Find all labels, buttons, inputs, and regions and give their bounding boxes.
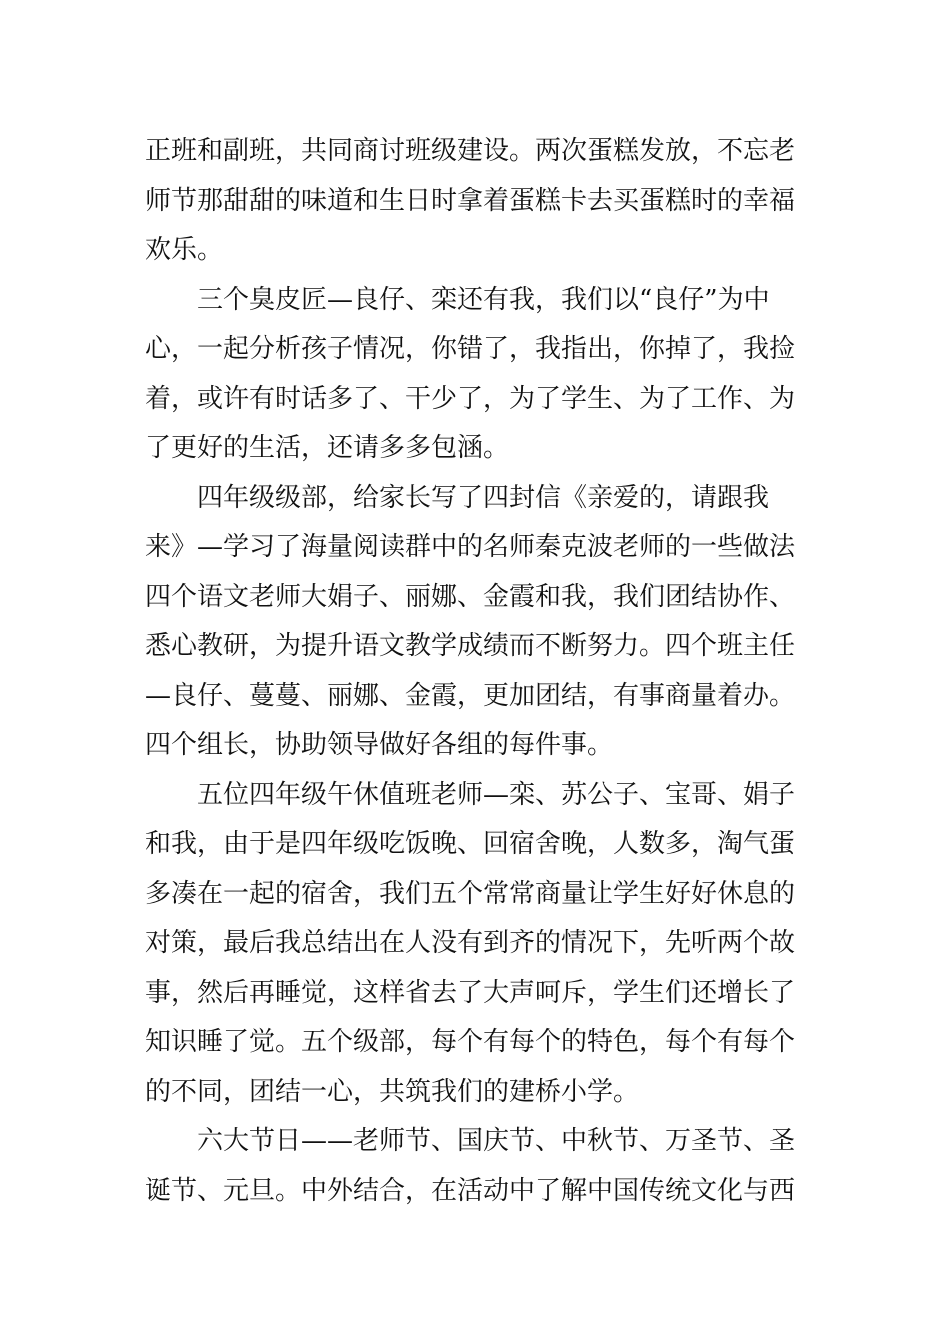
text-line: 师节那甜甜的味道和生日时拿着蛋糕卡去买蛋糕时的幸福: [145, 185, 796, 216]
text-line: 三个臭皮匠—良仔、栾还有我，我们以“良仔”为中: [145, 284, 770, 315]
text-line: 六大节日——老师节、国庆节、中秋节、万圣节、圣: [145, 1126, 796, 1156]
text-line: 正班和副班，共同商讨班级建设。两次蛋糕发放，不忘老: [145, 136, 796, 166]
text-line: 心，一起分析孩子情况，你错了，我指出，你掉了，我捡: [145, 334, 796, 364]
text-line: 悉心教研，为提升语文教学成绩而不断努力。四个班主任: [145, 631, 796, 661]
text-line: 着，或许有时话多了、干少了，为了学生、为了工作、为: [145, 383, 796, 414]
text-line: 诞节、元旦。中外结合，在活动中了解中国传统文化与西: [145, 1175, 796, 1206]
text-line: 的不同，团结一心，共筑我们的建桥小学。: [145, 1076, 640, 1107]
text-line: 欢乐。: [145, 235, 224, 265]
text-line: 对策，最后我总结出在人没有到齐的情况下，先听两个故: [145, 928, 796, 958]
text-line: 四个组长，协助领导做好各组的每件事。: [145, 730, 614, 760]
text-line: 多凑在一起的宿舍，我们五个常常商量让学生好好休息的: [145, 878, 796, 909]
text-line: 来》—学习了海量阅读群中的名师秦克波老师的一些做法: [145, 532, 796, 562]
text-line: 四个语文老师大娟子、丽娜、金霞和我，我们团结协作、: [145, 581, 796, 612]
text-line: —良仔、蔓蔓、丽娜、金霞，更加团结，有事商量着办。: [145, 680, 796, 711]
body-text: [145, 127, 810, 1216]
text-line: 和我，由于是四年级吃饭晚、回宿舍晚，人数多，淘气蛋: [145, 829, 796, 859]
text-line: 了更好的生活，还请多多包涵。: [145, 433, 510, 463]
text-line: 四年级级部，给家长写了四封信《亲爱的，请跟我: [145, 482, 770, 513]
text-line: 五位四年级午休值班老师—栾、苏公子、宝哥、娟子: [145, 779, 796, 810]
text-line: 事，然后再睡觉，这样省去了大声呵斥，学生们还增长了: [145, 977, 796, 1008]
text-line: 知识睡了觉。五个级部，每个有每个的特色，每个有每个: [145, 1027, 796, 1057]
